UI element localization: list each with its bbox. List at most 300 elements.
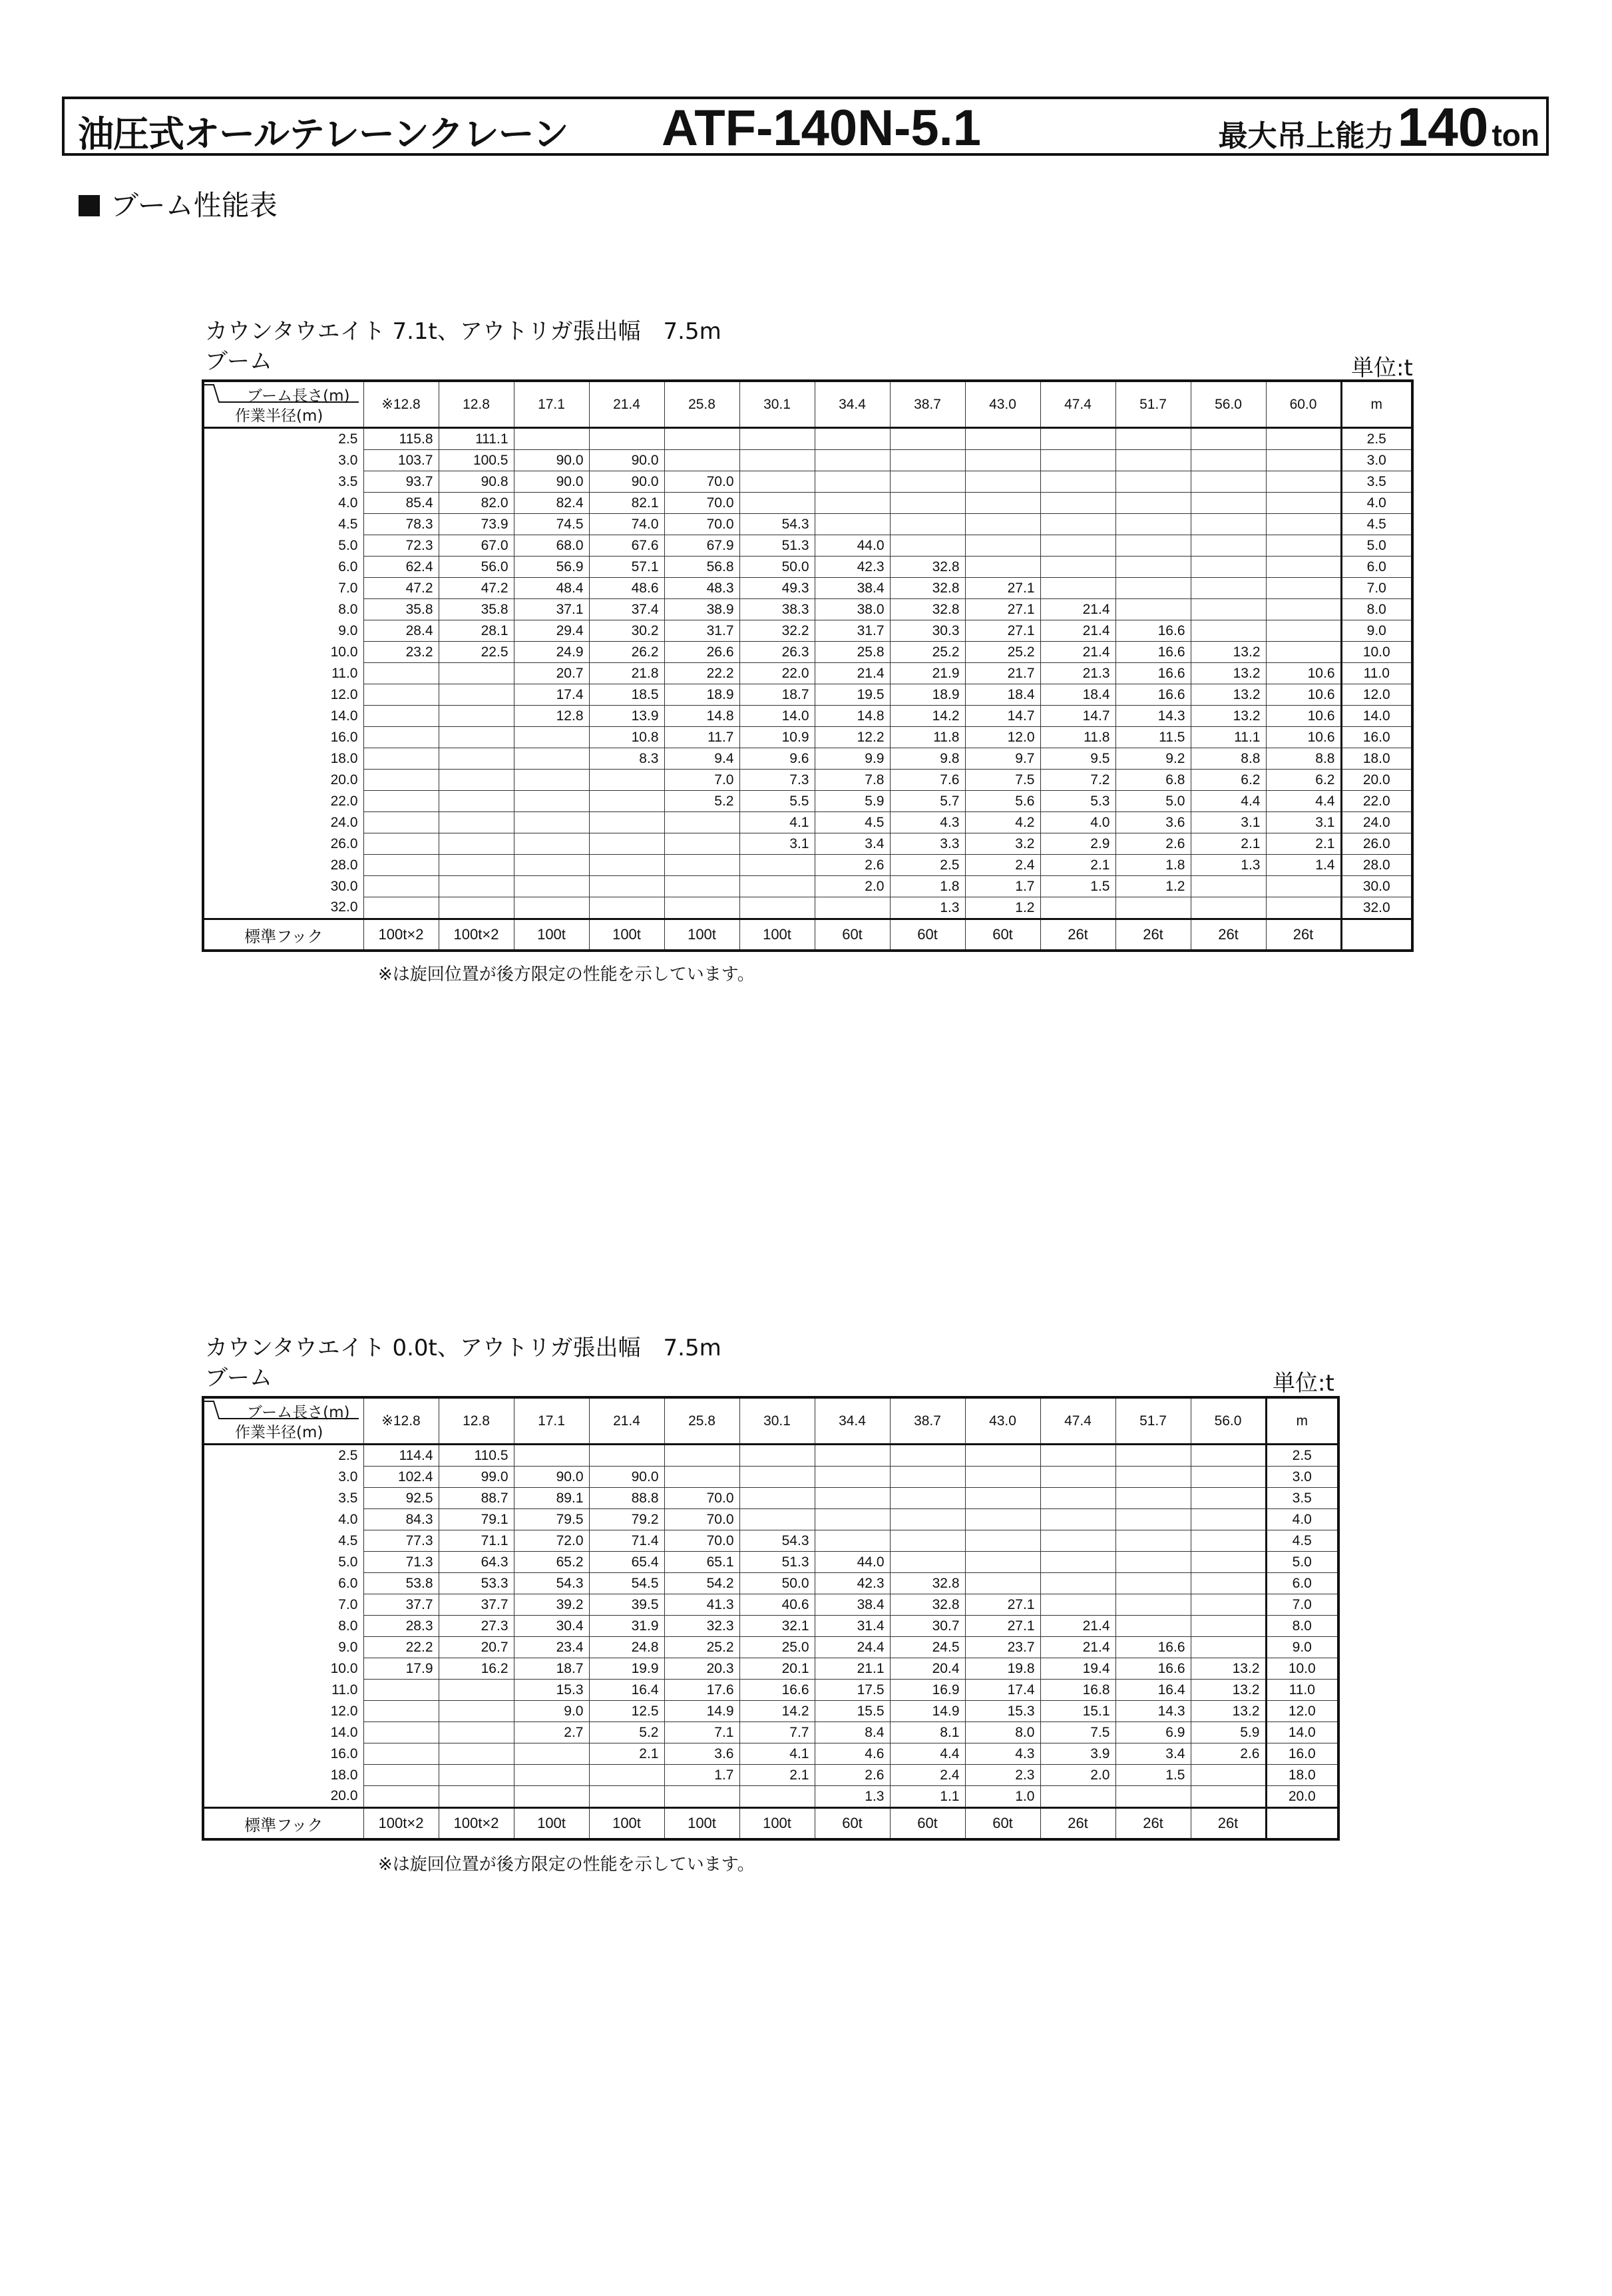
table-row: [203, 1467, 1338, 1488]
load-cell: 5.7: [890, 791, 965, 812]
column-header: 34.4: [815, 381, 890, 428]
load-cell: [1115, 1467, 1191, 1488]
table-row: [203, 1680, 1338, 1701]
load-cell: [1191, 1765, 1266, 1786]
load-cell: 32.3: [664, 1616, 739, 1637]
load-cell: 67.9: [664, 535, 739, 557]
load-cell: [890, 1445, 965, 1467]
load-cell: [1266, 557, 1341, 578]
load-cell: 16.9: [890, 1680, 965, 1701]
load-cell: [439, 833, 514, 855]
load-cell: 4.4: [890, 1743, 965, 1765]
load-cell: [589, 876, 664, 897]
load-cell: 16.8: [1040, 1680, 1115, 1701]
section-title: ブーム性能表: [110, 189, 278, 222]
radius-cell: 5.0: [203, 1552, 363, 1573]
load-cell: 7.8: [815, 770, 890, 791]
load-cell: 79.2: [589, 1509, 664, 1530]
load-cell: [589, 833, 664, 855]
load-cell: 62.4: [363, 557, 439, 578]
radius-cell-right: 4.0: [1341, 493, 1412, 514]
table-row: [203, 748, 1412, 770]
load-cell: 32.8: [890, 557, 965, 578]
hook-cell: 26t: [1266, 919, 1341, 951]
load-cell: 90.0: [589, 1467, 664, 1488]
load-cell: 74.0: [589, 514, 664, 535]
load-cell: 22.2: [363, 1637, 439, 1658]
load-cell: 29.4: [514, 620, 589, 642]
load-cell: 30.7: [890, 1616, 965, 1637]
table-row: [203, 1765, 1338, 1786]
load-cell: 11.5: [1115, 727, 1191, 748]
load-cell: [363, 684, 439, 706]
load-cell: 14.3: [1115, 706, 1191, 727]
load-cell: 82.4: [514, 493, 589, 514]
radius-cell-right: 11.0: [1341, 663, 1412, 684]
radius-cell-right: 11.0: [1266, 1680, 1338, 1701]
load-cell: 14.8: [815, 706, 890, 727]
load-cell: 48.4: [514, 578, 589, 599]
radius-cell: 2.5: [203, 1445, 363, 1467]
load-cell: 3.2: [965, 833, 1040, 855]
load-cell: [965, 514, 1040, 535]
load-cell: [739, 897, 815, 919]
table-row: [203, 535, 1412, 557]
load-cell: 8.8: [1191, 748, 1266, 770]
load-cell: [890, 1530, 965, 1552]
load-cell: 21.3: [1040, 663, 1115, 684]
load-cell: 5.9: [1191, 1722, 1266, 1743]
radius-cell-right: 4.5: [1341, 514, 1412, 535]
table2-caption: カウンタウエイト 0.0t、アウトリガ張出幅 7.5m: [205, 1335, 721, 1361]
load-cell: [589, 770, 664, 791]
column-header: 17.1: [514, 381, 589, 428]
radius-cell: 28.0: [203, 855, 363, 876]
load-cell: 25.2: [965, 642, 1040, 663]
table1-unit: 単位:t: [1351, 355, 1413, 381]
load-cell: [1191, 1616, 1266, 1637]
load-cell: 48.6: [589, 578, 664, 599]
column-header: 25.8: [664, 381, 739, 428]
load-cell: 1.7: [965, 876, 1040, 897]
load-cell: 90.0: [589, 450, 664, 471]
load-cell: [664, 833, 739, 855]
load-cell: 17.9: [363, 1658, 439, 1680]
load-cell: [1191, 876, 1266, 897]
load-cell: 8.4: [815, 1722, 890, 1743]
radius-cell-right: 2.5: [1266, 1445, 1338, 1467]
radius-cell-right: 16.0: [1266, 1743, 1338, 1765]
load-cell: [965, 1509, 1040, 1530]
load-cell: 18.5: [589, 684, 664, 706]
load-cell: 5.6: [965, 791, 1040, 812]
load-cell: 21.4: [1040, 1637, 1115, 1658]
load-cell: 90.8: [439, 471, 514, 493]
load-cell: 31.7: [664, 620, 739, 642]
load-cell: 18.9: [890, 684, 965, 706]
load-cell: [514, 1786, 589, 1808]
capacity-label: 最大吊上能力: [1218, 119, 1394, 153]
corner-cell: [203, 381, 363, 428]
table-row: [203, 812, 1412, 833]
radius-cell-right: 10.0: [1341, 642, 1412, 663]
load-cell: 28.1: [439, 620, 514, 642]
load-cell: 16.4: [589, 1680, 664, 1701]
load-cell: [1040, 450, 1115, 471]
load-cell: 17.4: [514, 684, 589, 706]
load-cell: 21.4: [815, 663, 890, 684]
hook-cell: 100t: [664, 919, 739, 951]
load-cell: [1115, 1445, 1191, 1467]
load-cell: 14.9: [664, 1701, 739, 1722]
load-cell: [1040, 1467, 1115, 1488]
load-cell: [1191, 514, 1266, 535]
load-cell: [589, 812, 664, 833]
load-cell: [1266, 493, 1341, 514]
load-cell: 13.2: [1191, 642, 1266, 663]
column-header: 12.8: [439, 1397, 514, 1445]
load-cell: 3.3: [890, 833, 965, 855]
table-row: [203, 706, 1412, 727]
right-unit-header: m: [1341, 381, 1412, 428]
load-cell: 27.1: [965, 1594, 1040, 1616]
load-cell: 14.7: [1040, 706, 1115, 727]
radius-cell: 3.0: [203, 1467, 363, 1488]
column-header: 12.8: [439, 381, 514, 428]
table-row: [203, 514, 1412, 535]
load-cell: 5.2: [589, 1722, 664, 1743]
load-cell: [815, 897, 890, 919]
load-cell: 24.8: [589, 1637, 664, 1658]
radius-cell: 10.0: [203, 1658, 363, 1680]
load-cell: [1115, 897, 1191, 919]
load-cell: 47.2: [363, 578, 439, 599]
load-cell: [739, 471, 815, 493]
load-cell: [890, 1467, 965, 1488]
load-cell: [1191, 1637, 1266, 1658]
load-cell: 42.3: [815, 557, 890, 578]
corner-cell: [203, 1397, 363, 1445]
load-cell: 3.6: [664, 1743, 739, 1765]
load-cell: 20.7: [514, 663, 589, 684]
hook-cell: 100t: [589, 919, 664, 951]
load-cell: 15.3: [965, 1701, 1040, 1722]
load-cell: 16.6: [1115, 684, 1191, 706]
load-cell: [890, 1552, 965, 1573]
hook-cell: 60t: [965, 1808, 1040, 1840]
hook-empty-cell: [1266, 1808, 1338, 1840]
corner-radius-label: 作業半径(m): [235, 407, 323, 425]
load-cell: [664, 450, 739, 471]
load-cell: 57.1: [589, 557, 664, 578]
load-cell: [1191, 1786, 1266, 1808]
hook-cell: 100t: [739, 919, 815, 951]
load-cell: 17.4: [965, 1680, 1040, 1701]
table-row: [203, 791, 1412, 812]
load-cell: 38.9: [664, 599, 739, 620]
table-row: [203, 1637, 1338, 1658]
load-cell: [965, 1552, 1040, 1573]
table2-note: ※は旋回位置が後方限定の性能を示しています。: [378, 1855, 755, 1875]
load-cell: 44.0: [815, 1552, 890, 1573]
radius-cell: 26.0: [203, 833, 363, 855]
load-cell: 4.6: [815, 1743, 890, 1765]
table-row: [203, 1445, 1338, 1467]
radius-cell: 32.0: [203, 897, 363, 919]
load-cell: 78.3: [363, 514, 439, 535]
load-cell: [439, 1743, 514, 1765]
table-row: [203, 770, 1412, 791]
capacity-value: 140: [1397, 97, 1489, 158]
load-cell: [363, 706, 439, 727]
load-cell: [514, 833, 589, 855]
load-cell: 1.2: [1115, 876, 1191, 897]
radius-cell-right: 20.0: [1266, 1786, 1338, 1808]
table-row: [203, 557, 1412, 578]
radius-cell: 12.0: [203, 1701, 363, 1722]
load-cell: 2.1: [589, 1743, 664, 1765]
column-header: 43.0: [965, 1397, 1040, 1445]
load-cell: 9.7: [965, 748, 1040, 770]
load-cell: [1191, 471, 1266, 493]
load-cell: 38.3: [739, 599, 815, 620]
load-cell: [815, 1445, 890, 1467]
load-cell: 53.8: [363, 1573, 439, 1594]
load-cell: 19.5: [815, 684, 890, 706]
radius-cell: 3.5: [203, 1488, 363, 1509]
radius-cell: 14.0: [203, 706, 363, 727]
radius-cell-right: 3.5: [1266, 1488, 1338, 1509]
load-cell: [1040, 897, 1115, 919]
load-cell: 1.3: [1191, 855, 1266, 876]
load-cell: [1115, 1594, 1191, 1616]
load-cell: 22.0: [739, 663, 815, 684]
load-cell: 18.7: [739, 684, 815, 706]
load-cell: 13.2: [1191, 1680, 1266, 1701]
radius-cell-right: 2.5: [1341, 428, 1412, 450]
load-cell: 31.4: [815, 1616, 890, 1637]
load-cell: 79.5: [514, 1509, 589, 1530]
load-cell: 27.1: [965, 578, 1040, 599]
load-cell: 4.1: [739, 1743, 815, 1765]
hook-cell: 60t: [815, 1808, 890, 1840]
load-cell: [1115, 450, 1191, 471]
load-cell: 12.5: [589, 1701, 664, 1722]
table-row: [203, 1658, 1338, 1680]
load-cell: 8.0: [965, 1722, 1040, 1743]
load-cell: 1.0: [965, 1786, 1040, 1808]
max-capacity: [1218, 97, 1539, 159]
load-cell: [1115, 1509, 1191, 1530]
load-cell: [1040, 1445, 1115, 1467]
load-cell: [1040, 535, 1115, 557]
load-cell: 10.8: [589, 727, 664, 748]
load-cell: [1040, 493, 1115, 514]
load-cell: [1115, 493, 1191, 514]
load-cell: [965, 450, 1040, 471]
hook-row: [203, 1808, 1338, 1840]
load-cell: 13.2: [1191, 706, 1266, 727]
column-header: 43.0: [965, 381, 1040, 428]
load-cell: 7.5: [1040, 1722, 1115, 1743]
load-cell: 10.9: [739, 727, 815, 748]
column-header: ※12.8: [363, 381, 439, 428]
load-cell: 67.0: [439, 535, 514, 557]
load-cell: 44.0: [815, 535, 890, 557]
load-cell: [739, 1786, 815, 1808]
load-cell: [890, 450, 965, 471]
load-cell: 3.1: [1191, 812, 1266, 833]
load-cell: [1040, 1509, 1115, 1530]
load-cell: [1040, 428, 1115, 450]
corner-boom-length-label: ブーム長さ(m): [246, 387, 350, 405]
load-cell: 37.7: [363, 1594, 439, 1616]
table-row: [203, 1616, 1338, 1637]
radius-cell: 3.5: [203, 471, 363, 493]
load-cell: 7.1: [664, 1722, 739, 1743]
load-cell: 27.1: [965, 620, 1040, 642]
load-cell: [1191, 557, 1266, 578]
load-cell: 71.3: [363, 1552, 439, 1573]
radius-cell: 6.0: [203, 1573, 363, 1594]
load-cell: 11.8: [890, 727, 965, 748]
hook-empty-cell: [1341, 919, 1412, 951]
load-cell: 21.1: [815, 1658, 890, 1680]
table1-caption: カウンタウエイト 7.1t、アウトリガ張出幅 7.5m: [205, 318, 721, 345]
boom-performance-table-1: [202, 379, 1414, 952]
load-cell: [965, 493, 1040, 514]
load-cell: 1.1: [890, 1786, 965, 1808]
load-cell: 28.3: [363, 1616, 439, 1637]
column-header: 30.1: [739, 381, 815, 428]
table-row: [203, 855, 1412, 876]
load-cell: 14.3: [1115, 1701, 1191, 1722]
load-cell: 12.0: [965, 727, 1040, 748]
load-cell: [363, 748, 439, 770]
radius-cell-right: 6.0: [1266, 1573, 1338, 1594]
load-cell: [1040, 1488, 1115, 1509]
load-cell: [1266, 599, 1341, 620]
radius-cell-right: 9.0: [1341, 620, 1412, 642]
load-cell: 16.2: [439, 1658, 514, 1680]
load-cell: 9.6: [739, 748, 815, 770]
load-cell: [1115, 535, 1191, 557]
load-cell: [439, 1765, 514, 1786]
load-cell: [514, 428, 589, 450]
boom-performance-table-2: [202, 1396, 1340, 1841]
column-header: 34.4: [815, 1397, 890, 1445]
load-cell: [739, 1488, 815, 1509]
load-cell: [1040, 1573, 1115, 1594]
load-cell: 25.2: [890, 642, 965, 663]
load-cell: 54.3: [739, 514, 815, 535]
radius-cell-right: 10.0: [1266, 1658, 1338, 1680]
load-cell: [1266, 897, 1341, 919]
load-cell: 3.1: [739, 833, 815, 855]
load-cell: [739, 855, 815, 876]
load-cell: 65.1: [664, 1552, 739, 1573]
load-cell: 1.8: [890, 876, 965, 897]
load-cell: 1.7: [664, 1765, 739, 1786]
header-row: [203, 381, 1412, 428]
load-cell: 6.2: [1191, 770, 1266, 791]
hook-cell: 26t: [1040, 1808, 1115, 1840]
load-cell: [739, 1467, 815, 1488]
load-cell: [1040, 1594, 1115, 1616]
load-cell: 18.9: [664, 684, 739, 706]
load-cell: 56.8: [664, 557, 739, 578]
load-cell: 15.1: [1040, 1701, 1115, 1722]
load-cell: [815, 1509, 890, 1530]
load-cell: [664, 897, 739, 919]
load-cell: [890, 471, 965, 493]
table2-unit: 単位:t: [1273, 1370, 1334, 1397]
load-cell: 90.0: [514, 471, 589, 493]
load-cell: 21.4: [1040, 1616, 1115, 1637]
load-cell: [1115, 471, 1191, 493]
load-cell: [514, 1765, 589, 1786]
load-cell: [589, 428, 664, 450]
load-cell: 4.4: [1266, 791, 1341, 812]
radius-cell-right: 26.0: [1341, 833, 1412, 855]
load-cell: 13.2: [1191, 1658, 1266, 1680]
radius-cell: 18.0: [203, 748, 363, 770]
radius-cell-right: 16.0: [1341, 727, 1412, 748]
radius-cell: 8.0: [203, 599, 363, 620]
load-cell: 7.5: [965, 770, 1040, 791]
hook-cell: 100t: [589, 1808, 664, 1840]
load-cell: 23.7: [965, 1637, 1040, 1658]
load-cell: 10.6: [1266, 727, 1341, 748]
corner-boom-length-label: ブーム長さ(m): [246, 1404, 350, 1421]
load-cell: 53.3: [439, 1573, 514, 1594]
load-cell: 5.9: [815, 791, 890, 812]
load-cell: [1266, 620, 1341, 642]
load-cell: 30.3: [890, 620, 965, 642]
load-cell: [363, 876, 439, 897]
load-cell: 37.7: [439, 1594, 514, 1616]
radius-cell-right: 14.0: [1341, 706, 1412, 727]
load-cell: [439, 684, 514, 706]
load-cell: [890, 1488, 965, 1509]
load-cell: 114.4: [363, 1445, 439, 1467]
load-cell: [1266, 450, 1341, 471]
load-cell: [363, 727, 439, 748]
load-cell: [363, 1701, 439, 1722]
table1-subcaption: ブーム: [205, 348, 272, 375]
radius-cell: 7.0: [203, 1594, 363, 1616]
load-cell: [815, 450, 890, 471]
load-cell: [514, 1743, 589, 1765]
load-cell: 28.4: [363, 620, 439, 642]
load-cell: [1191, 1530, 1266, 1552]
hook-cell: 100t×2: [363, 919, 439, 951]
load-cell: 13.9: [589, 706, 664, 727]
square-bullet-icon: [79, 195, 100, 216]
load-cell: 14.2: [890, 706, 965, 727]
radius-cell-right: 12.0: [1266, 1701, 1338, 1722]
radius-cell: 10.0: [203, 642, 363, 663]
load-cell: [890, 493, 965, 514]
load-cell: 18.4: [965, 684, 1040, 706]
load-cell: 50.0: [739, 1573, 815, 1594]
load-cell: [1040, 557, 1115, 578]
load-cell: [439, 1680, 514, 1701]
load-cell: [965, 1530, 1040, 1552]
table-row: [203, 1552, 1338, 1573]
load-cell: [890, 514, 965, 535]
load-cell: 6.2: [1266, 770, 1341, 791]
